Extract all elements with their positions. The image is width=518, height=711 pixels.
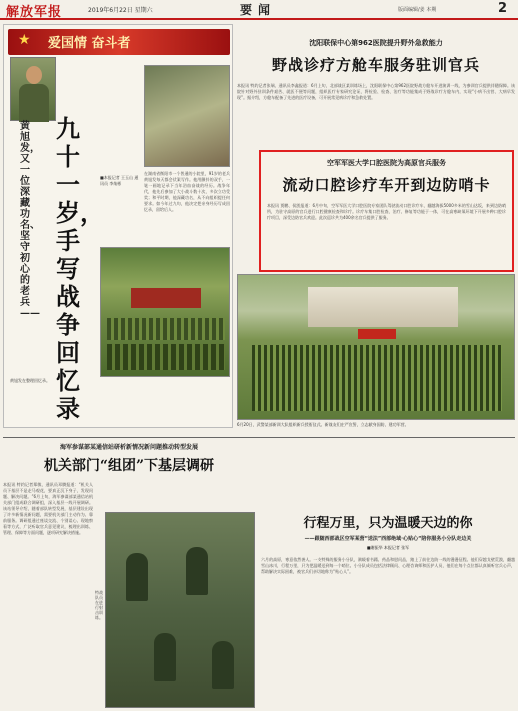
ceremony-photo [237,274,515,420]
page-number: 2 [498,1,508,16]
feature-story [3,24,233,428]
story2-body: 本报讯 贾鹏、侯凯报道：6月中旬，空军军医大学口腔医院专家团队驾驶流动口腔诊疗车，翻越海拔5000多米的雪山达坂，来到边防哨所，为驻守高原的官兵进行口腔健康检查和诊疗。诊疗车集口腔检查、治疗、修复等功能于一体，可在高寒缺氧环境下开展多种口腔诊疗项目，深受边防官兵欢迎。此次巡诊共为400余名官兵提供了服务。 [267,203,506,220]
story1-body: 本报讯 特约记者张瑞、通讯员李鑫报道：6月上旬，北部战区某训练场上，沈阳联保中心第962医院野战方舱车开进演训一线，为参训官兵提供伴随保障。该院针对野外驻训条件艰苦、就医不便等问题，组织医疗专家研究论证，将检验、检查、治疗等功能集成于野战诊疗方舱车内，实现“小病不出营、大病早发现”。据介绍，方舱车配备了先进的医疗设备，可开展常见病诊疗和急救处置。 [237,83,515,100]
troop-formation [252,345,502,411]
feature-headline: 九十一岁，手写战争回忆录 [56,114,104,423]
story1-headline: 野战诊疗方舱车服务驻训官兵 [271,56,480,74]
story2-kicker: 空军军医大学口腔医院为高原官兵服务 [327,159,446,167]
story4-headline: 行程万里，只为温暖天边的你 [303,516,473,531]
feature-photo-caption: 黄旭发在整理回忆录。 [10,378,50,383]
banner-flag [358,329,396,339]
feature-body: 在湖南省衡阳市一个普通的小院里，91岁的老兵黄旭发每天都会伏案写作。他用颤抖的双手，一笔一画地记录下当年浴血奋战的经历。战争年代，他先后参加了大小战斗数十次，多次立功受奖；和平时期，他深藏功名，从不向组织提任何要求。如今年过九旬，他决定把亲身经历写成回忆录，留给后人。 [144,171,230,212]
parade-photo [100,247,230,377]
veteran-portrait [10,57,56,121]
soldier-figure [154,633,176,681]
writing-photo [144,65,230,167]
story-dental-vehicle [259,150,514,272]
portrait-head [26,66,42,84]
soldier-figure [212,641,234,689]
story4-byline: ■谢振华 本报记者 张军 [366,545,410,550]
feature-subhead: 黄旭发，又一位深藏功名、坚守初心的老兵—— [20,121,40,319]
soldier-figure [186,547,208,595]
story3-headline: 机关部门“组团”下基层调研 [43,458,215,474]
story2-headline: 流动口腔诊疗车开到边防哨卡 [282,176,491,194]
parade-stage [131,288,201,308]
troop-row [107,318,225,340]
feature-banner [8,29,230,55]
troop-row [107,344,225,370]
star-icon: ★ [18,32,31,48]
ceremony-photo-caption: 6月20日，武警某部新训大队组织新兵授衔仪式。新战友们庄严宣誓，立志献身国防、建功军营。 [237,422,409,427]
story4-body: 六月的高原，寒意依然袭人。一支特殊的服务小分队，满载着书籍、药品和慰问品，踏上了前往边防一线的漫漫征程。他们穿越戈壁荒漠，翻越雪山冰川，行程万里，只为把温暖送到每一个哨位。小分队成员包括法律顾问、心理咨询师和医护人员，他们在每个点位都认真倾听官兵心声，帮助解决实际困难，被官兵们亲切地称为“贴心人”。 [261,557,515,574]
story-field-ambulance [237,24,515,148]
story-border-service [261,512,515,708]
issue-date: 2019年6月22日 星期六 [88,7,153,14]
banner-label: 爱国情 奋斗者 [48,36,131,51]
masthead [0,0,518,20]
section-divider [3,437,515,438]
feature-byline: ■本报记者 王玉山 通讯员 李灿彬 [100,175,139,186]
section-title: 要闻 [240,3,277,17]
story-field-research [3,440,255,708]
story3-photo-caption: 特战队员在进行射击训练。 [95,590,103,620]
story1-kicker: 沈阳联保中心第962医院提升野外急救能力 [309,39,443,47]
story3-body: 本报讯 特约记者郑敏、通讯员邓腾报道：“机关人员下基层不是走马观花，要真正沉下身子，发现问题、解决问题。”6月上旬，海军参谋部某通信站机关部门组成联合调研组，深入基层一线开展调研。该站领导介绍，随着部队转型发展，基层建设出现了许多新情况新问题，需要机关部门主动作为、靠前服务。调研组通过座谈交流、个别谈心、现地察看等方式，广泛听取官兵意见建议，梳理出训练、管理、保障等方面问题，逐项研究解决措施。 [3,482,93,535]
story3-kicker: 海军参谋部某通信站研析新情况新问题推动转型发展 [59,444,198,451]
page-editors: 版面编辑/姜 本期 [398,7,437,13]
soldiers-photo [105,512,255,708]
portrait-body [19,84,49,122]
newspaper-logo: 解放军报 [6,5,63,20]
soldier-figure [126,553,148,601]
building [308,287,458,327]
story4-subhead: ——跟随西部战区空军某营“送法”西部绝域·心贴心“陪你服务小分队走边关 [304,536,472,542]
